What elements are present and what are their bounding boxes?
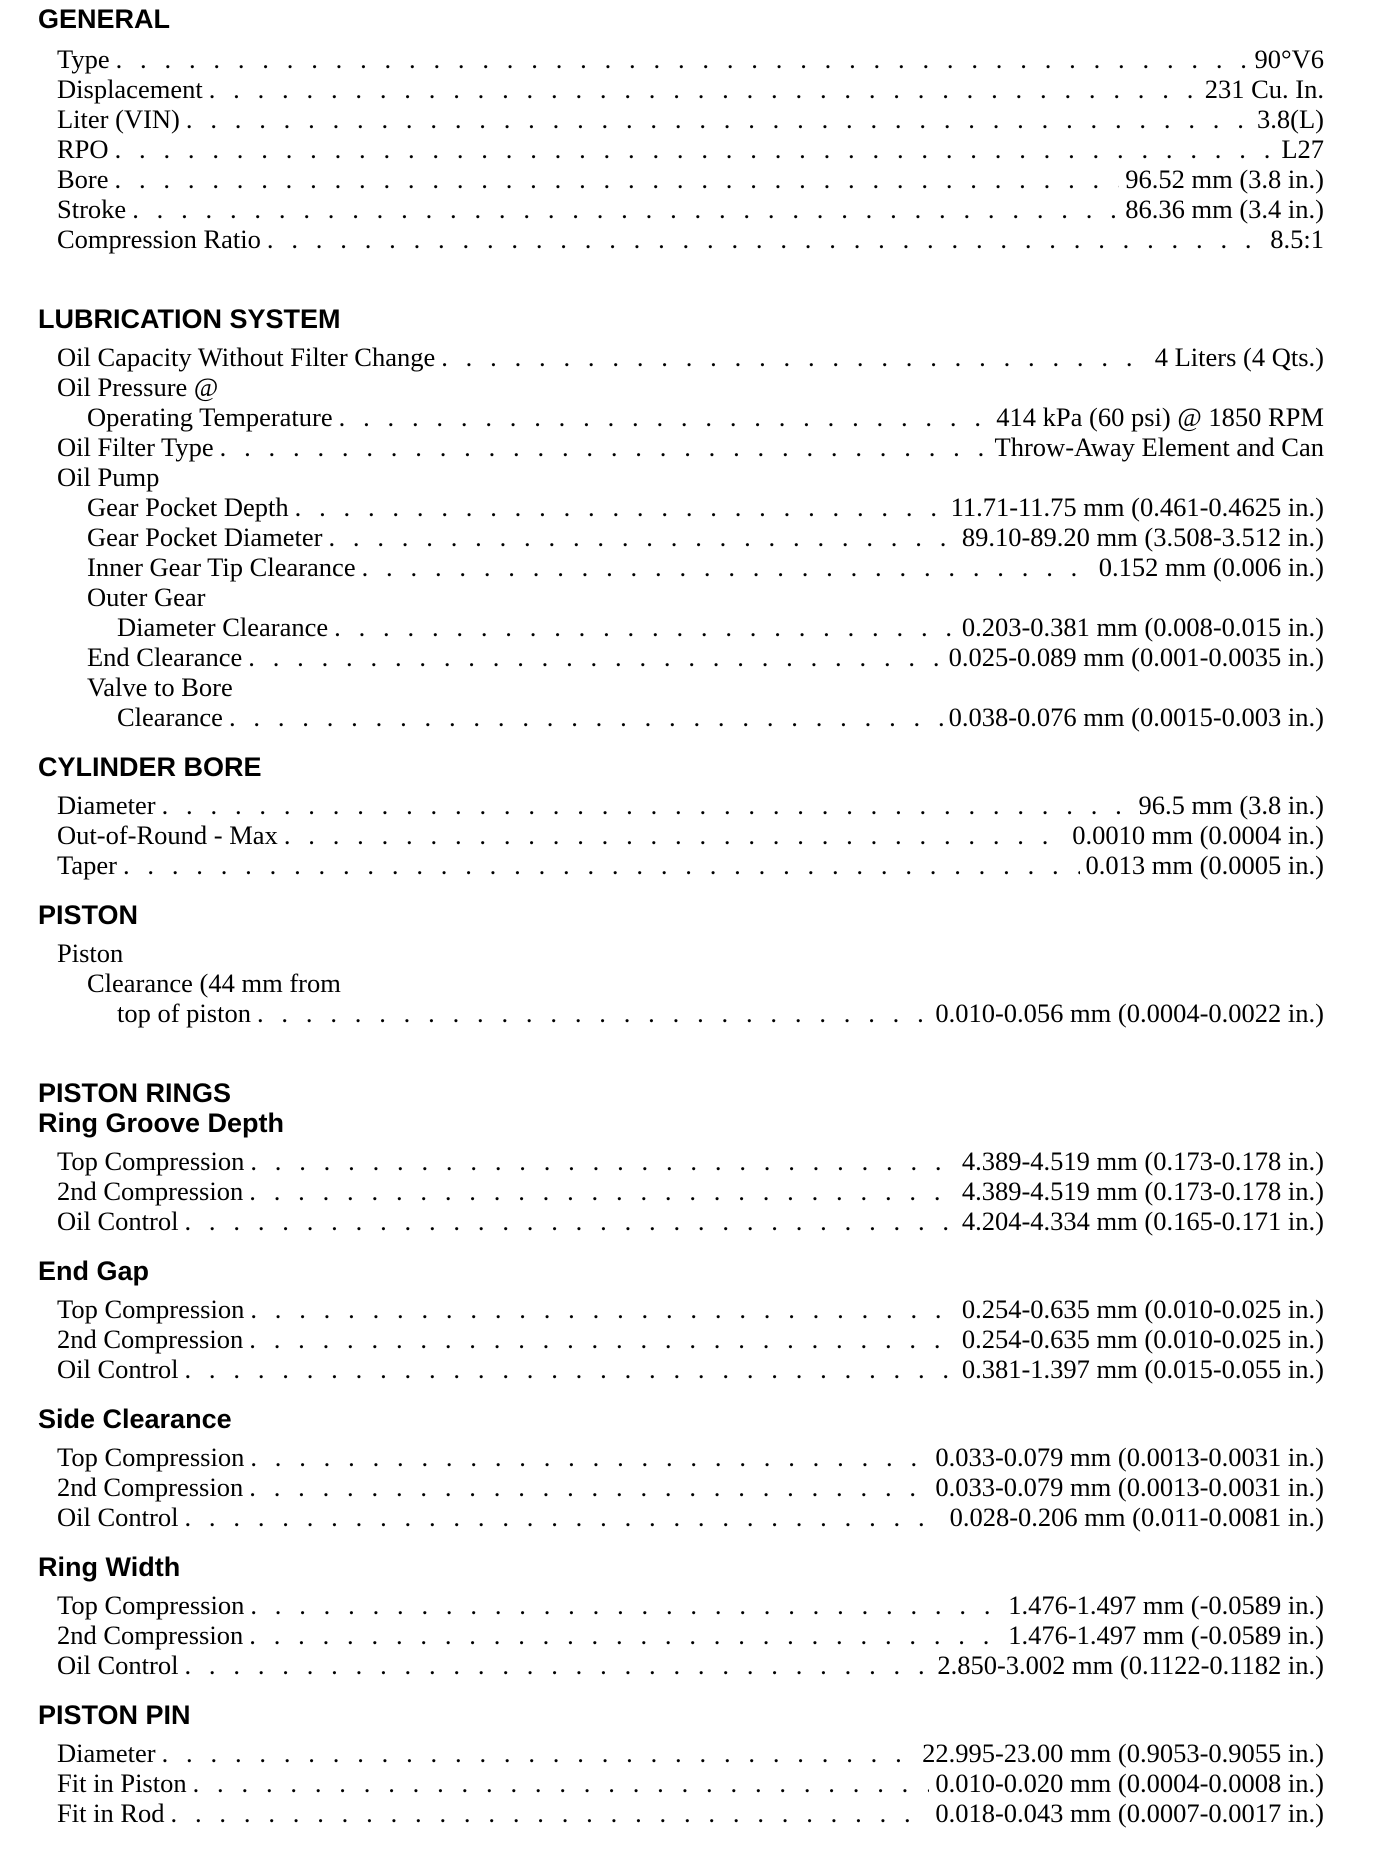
- subsection-heading: End Gap: [38, 1256, 150, 1286]
- dot-leader: [257, 998, 929, 1028]
- spec-value: 22.995-23.00 mm (0.9053-0.9055 in.): [922, 1738, 1324, 1768]
- dot-leader: [295, 492, 945, 522]
- spec-value: 4.389-4.519 mm (0.173-0.178 in.): [961, 1146, 1324, 1176]
- spec-value: 0.033-0.079 mm (0.0013-0.0031 in.): [935, 1442, 1324, 1472]
- spec-row: [0, 642, 1324, 672]
- dot-leader: [250, 1294, 956, 1324]
- spec-group-label: Oil Pump: [57, 462, 160, 492]
- spec-row: [0, 552, 1324, 582]
- dot-leader: [186, 104, 1251, 134]
- spec-row: [0, 74, 1324, 104]
- spec-value: 0.018-0.043 mm (0.0007-0.0017 in.): [935, 1798, 1324, 1828]
- spec-group-label: Valve to Bore: [87, 672, 233, 702]
- spec-value: L27: [1281, 134, 1324, 164]
- spec-label: Oil Control: [57, 1206, 179, 1236]
- spec-value: 1.476-1.497 mm (-0.0589 in.): [1008, 1620, 1324, 1650]
- spec-label: Oil Control: [57, 1354, 179, 1384]
- dot-leader: [248, 642, 942, 672]
- spec-value: 4.204-4.334 mm (0.165-0.171 in.): [961, 1206, 1324, 1236]
- spec-value: 96.5 mm (3.8 in.): [1138, 790, 1324, 820]
- spec-row: [0, 1620, 1324, 1650]
- spec-label: Inner Gear Tip Clearance: [87, 552, 356, 582]
- spec-label: Taper: [57, 850, 117, 880]
- spec-label: top of piston: [117, 998, 251, 1028]
- spec-row: [0, 432, 1324, 462]
- spec-row: [0, 1206, 1324, 1236]
- spec-value: 0.254-0.635 mm (0.010-0.025 in.): [961, 1294, 1324, 1324]
- spec-label: Fit in Rod: [57, 1798, 165, 1828]
- spec-value: Throw-Away Element and Can: [994, 432, 1324, 462]
- spec-label: Stroke: [57, 194, 127, 224]
- spec-row: [0, 1738, 1324, 1768]
- dot-leader: [116, 44, 1249, 74]
- dot-leader: [249, 1620, 1002, 1650]
- dot-leader: [132, 194, 1119, 224]
- spec-label: Top Compression: [57, 1442, 245, 1472]
- spec-label: Top Compression: [57, 1146, 245, 1176]
- dot-leader: [441, 342, 1148, 372]
- dot-leader: [328, 522, 955, 552]
- spec-label: 2nd Compression: [57, 1472, 244, 1502]
- dot-leader: [362, 552, 1093, 582]
- spec-value: 11.71-11.75 mm (0.461-0.4625 in.): [950, 492, 1324, 522]
- dot-leader: [123, 850, 1080, 880]
- spec-row: [0, 1590, 1324, 1620]
- spec-group-label: Piston: [57, 938, 124, 968]
- spec-label: Clearance: [117, 702, 223, 732]
- spec-row: [0, 1768, 1324, 1798]
- spec-row: [0, 1146, 1324, 1176]
- dot-leader: [184, 1650, 931, 1680]
- spec-value: 3.8(L): [1257, 104, 1324, 134]
- spec-value: 0.203-0.381 mm (0.008-0.015 in.): [961, 612, 1324, 642]
- spec-row: [0, 224, 1324, 254]
- spec-row: [0, 1650, 1324, 1680]
- spec-label: Gear Pocket Diameter: [87, 522, 323, 552]
- dot-leader: [250, 1590, 1002, 1620]
- spec-label: Out-of-Round - Max: [57, 820, 278, 850]
- dot-leader: [115, 134, 1276, 164]
- spec-value: 0.010-0.020 mm (0.0004-0.0008 in.): [935, 1768, 1324, 1798]
- spec-label: RPO: [57, 134, 109, 164]
- spec-value: 0.010-0.056 mm (0.0004-0.0022 in.): [935, 998, 1324, 1028]
- spec-row: [0, 612, 1324, 642]
- section-heading-general: GENERAL: [38, 4, 171, 34]
- dot-leader: [184, 1206, 955, 1236]
- spec-value: 0.025-0.089 mm (0.001-0.0035 in.): [948, 642, 1324, 672]
- spec-row: [0, 1472, 1324, 1502]
- spec-label: Compression Ratio: [57, 224, 261, 254]
- spec-label: Displacement: [57, 74, 203, 104]
- spec-value: 0.028-0.206 mm (0.011-0.0081 in.): [949, 1502, 1324, 1532]
- spec-value: 2.850-3.002 mm (0.1122-0.1182 in.): [937, 1650, 1324, 1680]
- spec-value: 0.038-0.076 mm (0.0015-0.003 in.): [948, 702, 1324, 732]
- spec-value: 1.476-1.497 mm (-0.0589 in.): [1008, 1590, 1324, 1620]
- spec-label: 2nd Compression: [57, 1176, 244, 1206]
- spec-value: 0.033-0.079 mm (0.0013-0.0031 in.): [935, 1472, 1324, 1502]
- spec-value: 4 Liters (4 Qts.): [1154, 342, 1324, 372]
- spec-value: 8.5:1: [1270, 224, 1324, 254]
- spec-row: [0, 492, 1324, 522]
- spec-label: Oil Control: [57, 1502, 179, 1532]
- dot-leader: [250, 1146, 956, 1176]
- spec-value: 0.013 mm (0.0005 in.): [1085, 850, 1324, 880]
- spec-row: [0, 1798, 1324, 1828]
- spec-label: Bore: [57, 164, 109, 194]
- dot-leader: [267, 224, 1264, 254]
- spec-row: [0, 342, 1324, 372]
- spec-row: [0, 1176, 1324, 1206]
- dot-leader: [162, 1738, 917, 1768]
- spec-row: [0, 1502, 1324, 1532]
- spec-group-label: Clearance (44 mm from: [87, 968, 341, 998]
- subsection-heading: Side Clearance: [38, 1404, 232, 1434]
- spec-row: [0, 164, 1324, 194]
- spec-row: [0, 522, 1324, 552]
- dot-leader: [250, 1442, 929, 1472]
- spec-group-label: Outer Gear: [87, 582, 206, 612]
- spec-label: Top Compression: [57, 1590, 245, 1620]
- spec-row: [0, 1354, 1324, 1384]
- section-heading-piston-rings: PISTON RINGS: [38, 1078, 232, 1108]
- spec-value: 96.52 mm (3.8 in.): [1125, 164, 1324, 194]
- dot-leader: [193, 1768, 930, 1798]
- spec-row: [0, 998, 1324, 1028]
- section-heading-lubrication: LUBRICATION SYSTEM: [38, 304, 341, 334]
- spec-label: Diameter: [57, 1738, 156, 1768]
- spec-row: [0, 402, 1324, 432]
- spec-label: Oil Control: [57, 1650, 179, 1680]
- section-heading-cylinder-bore: CYLINDER BORE: [38, 752, 262, 782]
- spec-label: End Clearance: [87, 642, 243, 672]
- spec-row: [0, 850, 1324, 880]
- spec-row: [0, 194, 1324, 224]
- spec-row: [0, 820, 1324, 850]
- spec-row: [0, 104, 1324, 134]
- spec-value: 4.389-4.519 mm (0.173-0.178 in.): [961, 1176, 1324, 1206]
- section-heading-piston: PISTON: [38, 900, 139, 930]
- spec-row: [0, 44, 1324, 74]
- dot-leader: [115, 164, 1120, 194]
- dot-leader: [162, 790, 1133, 820]
- dot-leader: [339, 402, 991, 432]
- spec-value: 0.152 mm (0.006 in.): [1098, 552, 1324, 582]
- spec-label: Oil Filter Type: [57, 432, 214, 462]
- subsection-heading: Ring Groove Depth: [38, 1108, 285, 1138]
- section-heading-piston-pin: PISTON PIN: [38, 1700, 191, 1730]
- spec-value: 89.10-89.20 mm (3.508-3.512 in.): [961, 522, 1324, 552]
- dot-leader: [249, 1472, 929, 1502]
- spec-value: 86.36 mm (3.4 in.): [1125, 194, 1324, 224]
- subsection-heading: Ring Width: [38, 1552, 181, 1582]
- spec-value: 0.381-1.397 mm (0.015-0.055 in.): [961, 1354, 1324, 1384]
- spec-row: [0, 1442, 1324, 1472]
- spec-value: 0.254-0.635 mm (0.010-0.025 in.): [961, 1324, 1324, 1354]
- dot-leader: [184, 1354, 955, 1384]
- dot-leader: [220, 432, 989, 462]
- spec-row: [0, 702, 1324, 732]
- spec-value: 90°V6: [1254, 44, 1324, 74]
- spec-label: Fit in Piston: [57, 1768, 187, 1798]
- spec-label: Diameter Clearance: [117, 612, 329, 642]
- spec-label: Top Compression: [57, 1294, 245, 1324]
- spec-label: 2nd Compression: [57, 1620, 244, 1650]
- spec-label: Liter (VIN): [57, 104, 180, 134]
- spec-label: Type: [57, 44, 110, 74]
- dot-leader: [209, 74, 1199, 104]
- spec-value: 0.0010 mm (0.0004 in.): [1072, 820, 1324, 850]
- spec-label: 2nd Compression: [57, 1324, 244, 1354]
- spec-row: [0, 1324, 1324, 1354]
- dot-leader: [171, 1798, 930, 1828]
- dot-leader: [184, 1502, 943, 1532]
- spec-label: Gear Pocket Depth: [87, 492, 289, 522]
- dot-leader: [249, 1324, 956, 1354]
- dot-leader: [284, 820, 1066, 850]
- spec-row: [0, 134, 1324, 164]
- spec-label: Oil Capacity Without Filter Change: [57, 342, 436, 372]
- spec-label: Operating Temperature: [87, 402, 333, 432]
- dot-leader: [334, 612, 956, 642]
- dot-leader: [249, 1176, 956, 1206]
- spec-group-label: Oil Pressure @: [57, 372, 219, 402]
- spec-row: [0, 790, 1324, 820]
- spec-label: Diameter: [57, 790, 156, 820]
- spec-value: 414 kPa (60 psi) @ 1850 RPM: [996, 402, 1324, 432]
- dot-leader: [229, 702, 943, 732]
- spec-row: [0, 1294, 1324, 1324]
- spec-value: 231 Cu. In.: [1204, 74, 1324, 104]
